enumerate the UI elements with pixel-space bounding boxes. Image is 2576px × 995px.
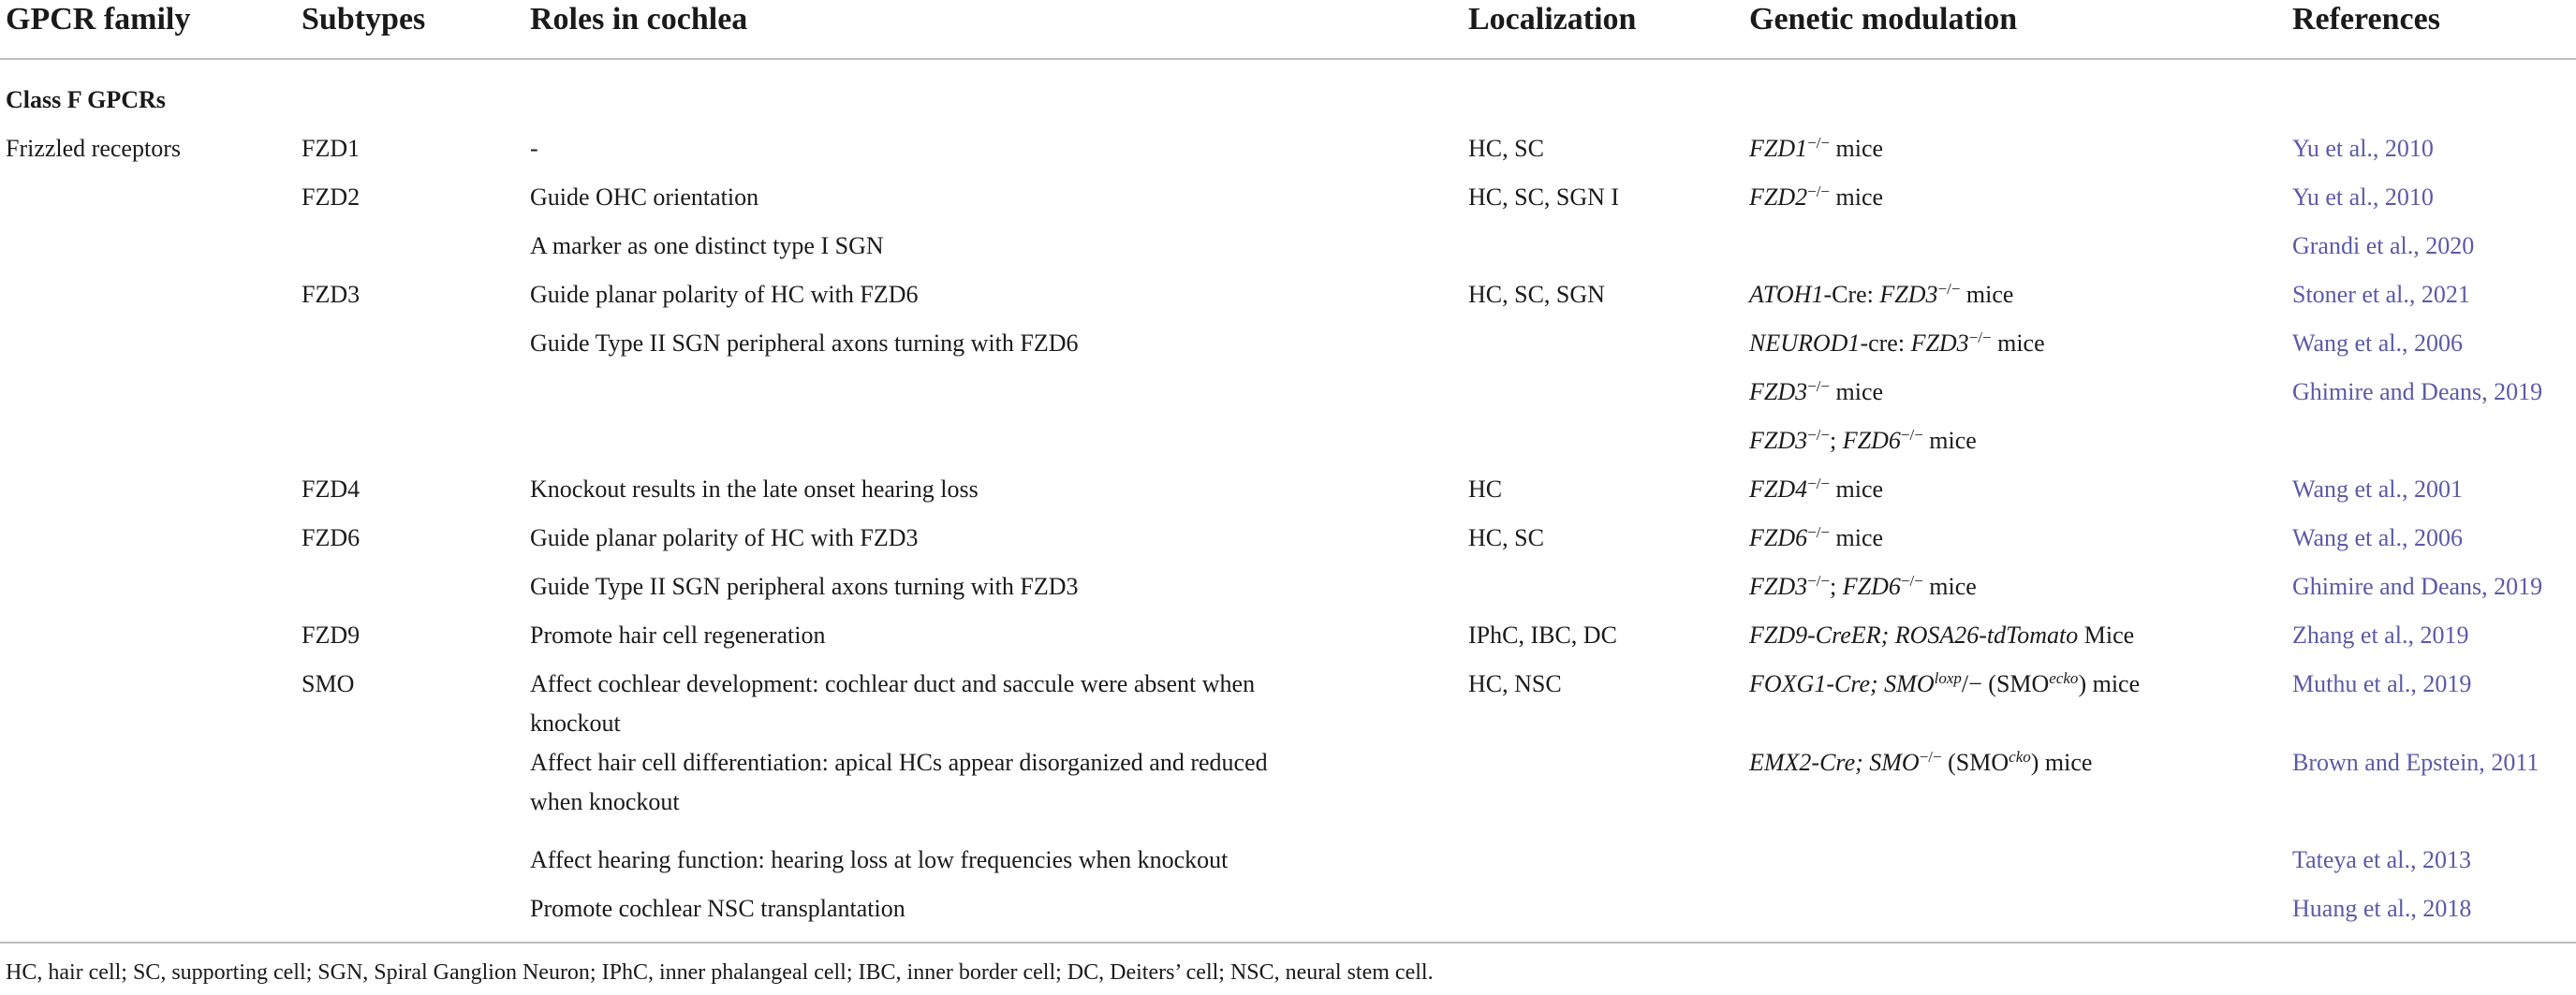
cell-role-line: Knockout results in the late onset hearing loss	[530, 476, 979, 503]
reference-year: 2021	[2421, 281, 2470, 308]
gene-name: FZD3	[1749, 573, 1808, 600]
cell-genetic-modulation	[1749, 519, 1883, 558]
cell-role-line: Guide planar polarity of HC with FZD6	[530, 281, 919, 308]
gene-genotype: −/−	[1807, 426, 1831, 444]
gene-suffix: ) mice	[2078, 670, 2141, 697]
reference-authors: Huang et al.,	[2292, 895, 2423, 922]
reference-link[interactable]	[2292, 129, 2434, 168]
cell-role	[530, 129, 538, 168]
cell-genetic-modulation	[1749, 470, 1883, 509]
reference-year: 2019	[2494, 573, 2543, 600]
gene-genotype: −/−	[1807, 475, 1831, 492]
gene-connector: -cre:	[1860, 329, 1911, 357]
reference-authors: Ghimire and Deans,	[2292, 573, 2495, 600]
header-localization: Localization	[1468, 2, 1637, 37]
cell-localization: IPhC, IBC, DC	[1468, 622, 1617, 649]
cell-role	[530, 665, 1255, 743]
gene-name: FZD3	[1749, 378, 1808, 405]
gene-prefix: ATOH1	[1749, 281, 1824, 308]
cell-role	[530, 470, 979, 509]
reference-year: 2011	[2491, 749, 2539, 776]
reference-link[interactable]	[2292, 470, 2463, 509]
cell-genetic-modulation	[1749, 665, 2140, 704]
cell-genetic-modulation	[1749, 178, 1883, 217]
gene-genotype: loxp	[1934, 669, 1962, 687]
reference-authors: Stoner et al.,	[2292, 281, 2421, 308]
gene-name: FZD2	[1749, 183, 1808, 211]
gene-genotype: −/−	[1807, 134, 1831, 152]
cell-role	[530, 567, 1079, 607]
reference-link[interactable]	[2292, 373, 2542, 412]
reference-authors: Ghimire and Deans,	[2292, 378, 2495, 405]
gene-name: FZD6	[1749, 524, 1808, 551]
gene-genotype: −/−	[1919, 748, 1942, 766]
gene-separator: ;	[1830, 573, 1843, 600]
gene-suffix: mice	[1960, 281, 2014, 308]
cell-subtype: FZD4	[302, 476, 361, 503]
cell-role-line: A marker as one distinct type I SGN	[530, 232, 884, 259]
gene-suffix: mice	[1830, 135, 1884, 162]
table-footnote: HC, hair cell; SC, supporting cell; SGN, Spiral Ganglion Neuron; IPhC, inner phalangeal cell; IBC, inner border cell; DC, Deiters’ cell; NSC, neural stem cell.	[6, 960, 1434, 985]
gene-suffix: mice	[1922, 427, 1977, 454]
reference-authors: Zhang et al.,	[2292, 622, 2421, 649]
gene-genotype: ecko	[2049, 669, 2079, 687]
gene-genotype: −/−	[1900, 426, 1923, 444]
cell-subtype: FZD3	[302, 281, 361, 308]
reference-link[interactable]	[2292, 743, 2539, 783]
cell-role-line: Promote hair cell regeneration	[530, 622, 826, 649]
gene-genotype: −/−	[1807, 183, 1831, 200]
cell-genetic-modulation	[1749, 275, 2013, 315]
cell-role	[530, 324, 1079, 363]
gene-suffix: mice	[1991, 329, 2045, 357]
gene-name: FZD1	[1749, 135, 1808, 162]
gene-connector: -Cre:	[1823, 281, 1880, 308]
gene-name: EMX2-Cre; SMO	[1749, 749, 1920, 776]
cell-role	[530, 519, 919, 558]
cell-role	[530, 889, 905, 929]
reference-link[interactable]	[2292, 616, 2468, 655]
cell-genetic-modulation	[1749, 373, 1883, 412]
gene-separator: ;	[1830, 427, 1843, 454]
reference-authors: Grandi et al.,	[2292, 232, 2426, 259]
cell-localization: HC, SC, SGN	[1468, 281, 1605, 308]
cell-genetic-modulation	[1749, 129, 1883, 168]
header-genetic-modulation: Genetic modulation	[1749, 2, 2018, 37]
cell-role	[530, 227, 884, 266]
cell-role	[530, 841, 1228, 880]
reference-authors: Tateya et al.,	[2292, 846, 2422, 873]
cell-localization: HC, SC	[1468, 135, 1544, 162]
reference-year: 2006	[2414, 329, 2464, 357]
cell-subtype: FZD9	[302, 622, 361, 649]
gene-genotype: −/−	[1900, 572, 1923, 590]
gene-name: FZD3	[1879, 281, 1938, 308]
reference-year: 2001	[2414, 476, 2464, 503]
gene-name: FZD6	[1842, 573, 1901, 600]
reference-authors: Yu et al.,	[2292, 135, 2385, 162]
gene-genotype: cko	[2009, 748, 2031, 766]
reference-link[interactable]	[2292, 519, 2463, 558]
cell-role-line: Guide Type II SGN peripheral axons turning with FZD6	[530, 329, 1079, 357]
reference-year: 2019	[2422, 670, 2472, 697]
header-references: References	[2292, 2, 2440, 37]
reference-authors: Wang et al.,	[2292, 329, 2415, 357]
header-gpcr-family: GPCR family	[6, 2, 191, 37]
gene-name: FZD3	[1749, 427, 1808, 454]
cell-role-line: -	[530, 135, 538, 162]
gene-genotype: −/−	[1968, 329, 1992, 346]
reference-year: 2010	[2384, 135, 2434, 162]
cell-role-line: Guide planar polarity of HC with FZD3	[530, 524, 919, 551]
reference-link[interactable]	[2292, 841, 2471, 880]
gene-name: FOXG1-Cre; SMO	[1749, 670, 1935, 697]
cell-role	[530, 616, 825, 655]
gene-genotype: −/−	[1807, 523, 1831, 541]
reference-link[interactable]	[2292, 275, 2470, 315]
cell-genetic-modulation	[1749, 567, 1977, 607]
cell-role	[530, 178, 758, 217]
reference-year: 2018	[2422, 895, 2472, 922]
header-rule	[0, 58, 2576, 60]
reference-link[interactable]	[2292, 567, 2542, 607]
gene-name: SMO	[1955, 749, 2009, 776]
cell-genetic-modulation	[1749, 421, 1977, 461]
reference-link[interactable]	[2292, 665, 2471, 704]
gene-suffix: mice	[1830, 378, 1884, 405]
reference-link[interactable]	[2292, 324, 2463, 363]
reference-link[interactable]	[2292, 178, 2434, 217]
reference-authors: Wang et al.,	[2292, 476, 2415, 503]
gene-suffix: mice	[1922, 573, 1977, 600]
gene-genotype: −/−	[1807, 572, 1831, 590]
reference-link[interactable]	[2292, 227, 2474, 266]
family-name: Frizzled receptors	[6, 135, 181, 162]
gene-name: FZD3	[1910, 329, 1969, 357]
reference-year: 2019	[2420, 622, 2469, 649]
gene-name: SMO	[1995, 670, 2050, 697]
gene-separator: /− (	[1961, 670, 1996, 697]
cell-role-line: Guide Type II SGN peripheral axons turning with FZD3	[530, 573, 1079, 600]
reference-authors: Brown and Epstein,	[2292, 749, 2492, 776]
gene-prefix: NEUROD1	[1749, 329, 1861, 357]
cell-localization: HC, SC, SGN I	[1468, 183, 1620, 211]
gene-suffix: mice	[1830, 476, 1884, 503]
cell-role-line: Guide OHC orientation	[530, 183, 759, 211]
cell-localization: HC, SC	[1468, 524, 1544, 551]
reference-year: 2019	[2494, 378, 2543, 405]
reference-link[interactable]	[2292, 889, 2471, 929]
reference-year: 2013	[2421, 846, 2471, 873]
gene-suffix: ) mice	[2030, 749, 2093, 776]
cell-role	[530, 743, 1268, 822]
header-subtypes: Subtypes	[302, 2, 426, 37]
cell-subtype: FZD1	[302, 135, 361, 162]
gene-suffix: Mice	[2078, 622, 2135, 649]
cell-role-line: Affect hair cell differentiation: apical HCs appear disorganized and reduced	[530, 749, 1268, 776]
section-title: Class F GPCRs	[6, 86, 166, 113]
gene-separator: (	[1941, 749, 1956, 776]
cell-subtype: FZD6	[302, 524, 361, 551]
cell-genetic-modulation	[1749, 324, 2045, 363]
cell-localization: HC	[1468, 476, 1503, 503]
cell-localization: HC, NSC	[1468, 670, 1562, 697]
cell-role-line: knockout	[530, 710, 621, 737]
cell-role-line: Affect hearing function: hearing loss at low frequencies when knockout	[530, 846, 1229, 873]
gene-genotype: −/−	[1937, 280, 1961, 298]
cell-subtype: SMO	[302, 670, 355, 697]
cell-subtype: FZD2	[302, 183, 361, 211]
cell-role	[530, 275, 919, 315]
gene-genotype: −/−	[1807, 377, 1831, 395]
reference-year: 2020	[2425, 232, 2475, 259]
cell-genetic-modulation	[1749, 743, 2092, 783]
cell-role-line: Affect cochlear development: cochlear duct and saccule were absent when	[530, 670, 1256, 697]
cell-role-line: when knockout	[530, 788, 680, 815]
reference-year: 2006	[2414, 524, 2464, 551]
reference-authors: Muthu et al.,	[2292, 670, 2423, 697]
gene-suffix: mice	[1830, 524, 1884, 551]
gene-name: FZD6	[1842, 427, 1901, 454]
reference-year: 2010	[2384, 183, 2434, 211]
gene-name: FZD4	[1749, 476, 1808, 503]
header-roles: Roles in cochlea	[530, 2, 748, 37]
reference-authors: Yu et al.,	[2292, 183, 2385, 211]
cell-role-line: Promote cochlear NSC transplantation	[530, 895, 905, 922]
gene-suffix: mice	[1830, 183, 1884, 211]
cell-genetic-modulation	[1749, 616, 2134, 655]
reference-authors: Wang et al.,	[2292, 524, 2415, 551]
gene-name: FZD9-CreER; ROSA26-tdTomato	[1749, 622, 2079, 649]
footer-rule	[0, 942, 2576, 944]
